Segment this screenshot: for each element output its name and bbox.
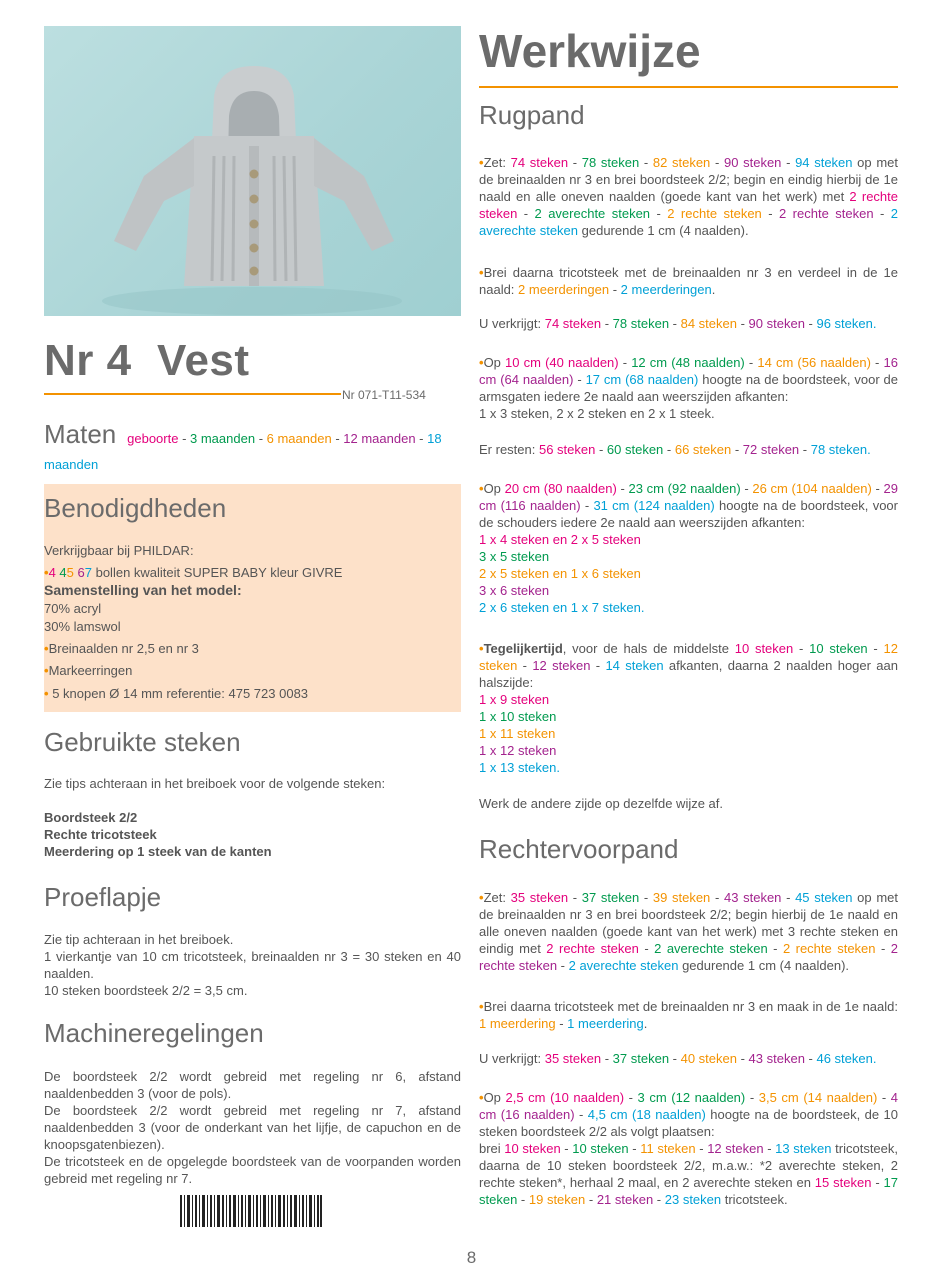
composition-2: 30% lamswol (44, 619, 121, 634)
yarn-n1: 4 (48, 565, 56, 580)
size-3: 6 maanden (266, 431, 332, 446)
stitch-2: Rechte tricotsteek (44, 827, 157, 842)
rug-p6: •Op 20 cm (80 naalden) - 23 cm (92 naalden) - 26 cm (104 naalden) - 29 cm (116 naalden) - 31 cm (124 naalden) hoogte na de boordsteek, voor de schouders iedere 2e naald aan weerszijden afkanten: 1 x 4 steken en 2 x 5 steken 3 x 5 steken 2 x 5 steken en 1 x 6 steken 3 x 6 steken 2 x 6 steken en 1 x 7 steken. (479, 481, 898, 615)
rechtervoorpand-heading: Rechtervoorpand (479, 834, 679, 864)
rug-p8: Werk de andere zijde op dezelfde wijze af. (479, 796, 724, 811)
gebruikte-intro: Zie tips achteraan in het breiboek voor de volgende steken: (44, 776, 386, 791)
rugpand-heading: Rugpand (479, 100, 585, 130)
yarn-text: bollen kwaliteit SUPER BABY kleur GIVRE (91, 565, 343, 580)
size-1: geboorte (127, 431, 179, 446)
werkwijze-rule (479, 86, 898, 88)
machine-heading: Machineregelingen (44, 1018, 264, 1048)
proeflapje-text: Zie tip achteraan in het breiboek. 1 vierkantje van 10 cm tricotsteek, breinaalden nr 3 = 30 steken en 40 naalden. 10 steken boordsteek 2/2 = 3,5 cm. (44, 932, 461, 998)
page-number: 8 (466, 1248, 477, 1267)
size-5: 18 (427, 431, 442, 446)
cardigan-illustration (44, 26, 461, 316)
materials-item-3: • 5 knopen Ø 14 mm referentie: 475 723 0083 (44, 686, 309, 701)
machine-text: De boordsteek 2/2 wordt gebreid met regeling nr 6, afstand naaldenbedden 3 (voor de pols). De boordsteek 2/2 wordt gebreid met regeling nr 7, afstand naaldenbedden 3 (voor de onderkant van het lijfje, de capuchon en de knoopsgatenbiezen). De tricotsteek en de opgelegde boordsteek van de voorpanden worden gebreid met regeling nr 7. (44, 1069, 461, 1186)
benodigdheden-heading: Benodigdheden (44, 493, 227, 523)
samenstelling: Samenstelling van het model: (44, 582, 242, 598)
stitch-3: Meerdering op 1 steek van de kanten (44, 844, 272, 859)
maten-section: Maten geboorte - 3 maanden - 6 maanden - 12 maanden - 18 (44, 419, 442, 449)
reference-number: Nr 071-T11-534 (342, 388, 426, 402)
rug-p1: •Zet: 74 steken - 78 steken - 82 steken - 90 steken - 94 steken op met de breinaalden nr 3 en brei boordsteek 2/2; begin en eindig hierbij de 1e naald en alle oneven naalden (goede kant van het werk) met 2 rechte steken - 2 averechte steken - 2 rechte steken - 2 rechte steken - 2 averechte steken gedurende 1 cm (4 naalden). (479, 155, 899, 238)
rug-p5: Er resten: 56 steken - 60 steken - 66 steken - 72 steken - 78 steken. (479, 442, 871, 457)
rechter-p4: •Op 2,5 cm (10 naalden) - 3 cm (12 naalden) - 3,5 cm (14 naalden) - 4 cm (16 naalden) - 4,5 cm (18 naalden) hoogte na de boordsteek, de 10 steken boordsteek 2/2 als volgt plaatsen: brei 10 steken - 10 steken - 11 steken - 12 steken - 13 steken tricotsteek, daarna de 10 steken boordsteek 2/2, m.a.w.: *2 averechte steken, 2 rechte steken*, herhaal 2 maal, en 2 averechte steken en 15 steken - 17 steken - 19 steken - 21 steken - 23 steken tricotsteek. (479, 1090, 899, 1207)
yarn-n3: 5 (66, 565, 74, 580)
product-photo (44, 26, 461, 316)
rechter-p1: •Zet: 35 steken - 37 steken - 39 steken - 43 steken - 45 steken op met de breinaalden nr 3 en brei boordsteek 2/2; begin hierbij de 1e naald en alle oneven naalden (goede kant van het werk) met 3 rechte steken en eindig met 2 rechte steken - 2 averechte steken - 2 rechte steken - 2 rechte steken - 2 averechte steken gedurende 1 cm (4 naalden). (479, 890, 899, 973)
rechter-p3: U verkrijgt: 35 steken - 37 steken - 40 steken - 43 steken - 46 steken. (479, 1051, 877, 1066)
proeflapje-heading: Proeflapje (44, 882, 162, 912)
size-5-cont: maanden (44, 457, 99, 472)
pattern-title: Nr 4 Vest (44, 336, 250, 385)
barcode-icon (180, 1195, 322, 1227)
size-4: 12 maanden (343, 431, 416, 446)
title-rule (44, 393, 341, 395)
rug-p4: •Op 10 cm (40 naalden) - 12 cm (48 naalden) - 14 cm (56 naalden) - 16 cm (64 naalden) - 17 cm (68 naalden) hoogte na de boordsteek, voor de armsgaten iedere 2e naald aan weerszijden afkanten: 1 x 3 steken, 2 x 2 steken en 2 x 1 steek. (479, 355, 898, 421)
size-2: 3 maanden (190, 431, 256, 446)
maten-heading: Maten (44, 419, 117, 449)
rechter-p2: •Brei daarna tricotsteek met de breinaalden nr 3 en maak in de 1e naald: 1 meerdering - 1 meerdering. (479, 999, 898, 1031)
rug-p3: U verkrijgt: 74 steken - 78 steken - 84 steken - 90 steken - 96 steken. (479, 316, 877, 331)
yarn-line: •4 45 67 bollen kwaliteit SUPER BABY kleur GIVRE (44, 565, 343, 580)
gebruikte-heading: Gebruikte steken (44, 727, 241, 757)
stitch-1: Boordsteek 2/2 (44, 810, 138, 825)
materials-item-2: •Markeerringen (44, 663, 133, 678)
rug-p7: •Tegelijkertijd, voor de hals de middelste 10 steken - 10 steken - 12 steken - 12 steken - 14 steken afkanten, daarna 2 naalden hoger aan halszijde: 1 x 9 steken 1 x 10 steken 1 x 11 steken 1 x 12 steken 1 x 13 steken. (479, 641, 899, 775)
verkrijgbaar: Verkrijgbaar bij PHILDAR: (44, 543, 194, 558)
werkwijze-heading: Werkwijze (479, 25, 701, 77)
rug-p2: •Brei daarna tricotsteek met de breinaalden nr 3 en verdeel in de 1e naald: 2 meerderingen - 2 meerderingen. (479, 265, 898, 297)
materials-item-1: •Breinaalden nr 2,5 en nr 3 (44, 641, 199, 656)
yarn-n4: 6 (77, 565, 85, 580)
yarn-n5: 7 (84, 565, 92, 580)
yarn-n2: 4 (59, 565, 67, 580)
composition-1: 70% acryl (44, 601, 102, 616)
